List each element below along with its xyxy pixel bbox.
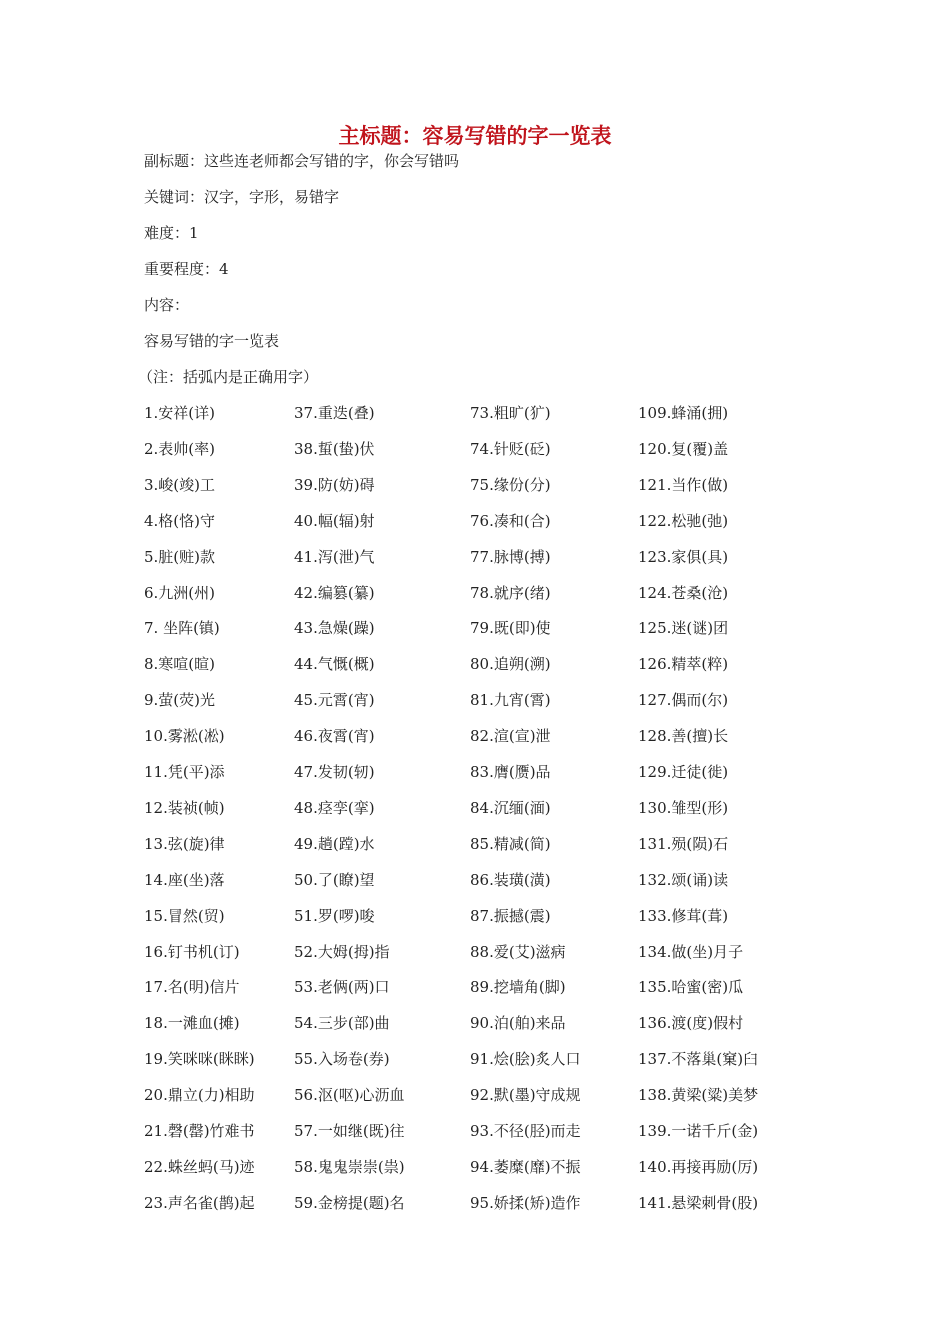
list-item: 55.入场卷(券) <box>294 1050 390 1069</box>
list-item: 82.渲(宣)泄 <box>470 727 551 746</box>
list-item: 14.座(坐)落 <box>144 870 225 889</box>
list-item: 10.雾淞(凇) <box>144 727 225 746</box>
list-item: 84.沉缅(湎) <box>470 798 551 817</box>
list-item: 140.再接再励(厉) <box>638 1157 759 1176</box>
list-item: 87.振撼(震) <box>470 906 551 925</box>
list-item: 38.蜇(蛰)伏 <box>294 439 375 458</box>
list-item: 141.悬梁刺骨(股) <box>638 1193 759 1212</box>
list-item: 109.蜂涌(拥) <box>638 404 729 422</box>
list-item: 16.钉书机(订) <box>144 942 240 961</box>
list-item: 121.当作(做) <box>638 475 729 494</box>
list-item: 2.表帅(率) <box>144 439 216 458</box>
importance: 重要程度：4 <box>144 260 229 278</box>
list-item: 127.偶而(尔) <box>638 691 729 710</box>
list-item: 74.针贬(砭) <box>470 439 551 458</box>
content-label: 内容： <box>144 296 190 314</box>
list-item: 9.萤(荧)光 <box>144 691 216 710</box>
list-item: 44.气慨(概) <box>294 655 375 674</box>
list-item: 47.发韧(轫) <box>294 763 375 781</box>
list-item: 11.凭(平)添 <box>144 763 225 781</box>
list-item: 23.声名雀(鹊)起 <box>144 1193 255 1212</box>
list-item: 81.九宵(霄) <box>470 691 551 710</box>
list-item: 89.挖墙角(脚) <box>470 978 566 997</box>
list-item: 93.不径(胫)而走 <box>470 1122 581 1140</box>
list-item: 20.鼎立(力)相助 <box>144 1086 255 1105</box>
list-item: 137.不落巢(窠)臼 <box>638 1050 759 1069</box>
list-item: 123.家俱(具) <box>638 547 729 566</box>
list-item: 37.重迭(叠) <box>294 404 375 422</box>
list-item: 125.迷(谜)团 <box>638 619 729 638</box>
list-item: 1.安祥(详) <box>144 404 216 422</box>
list-item: 73.粗旷(犷) <box>470 404 551 422</box>
list-item: 13.弦(旋)律 <box>144 834 225 853</box>
list-item: 17.名(明)信片 <box>144 978 240 997</box>
list-item: 15.冒然(贸) <box>144 906 225 925</box>
list-item: 41.泻(泄)气 <box>294 547 375 566</box>
list-item: 5.脏(赃)款 <box>144 547 216 566</box>
list-item: 18.一滩血(摊) <box>144 1014 240 1033</box>
list-item: 42.编篡(纂) <box>294 583 375 602</box>
list-item: 50.了(瞭)望 <box>294 870 375 889</box>
list-item: 43.急燥(躁) <box>294 619 375 638</box>
list-item: 120.复(覆)盖 <box>638 439 729 458</box>
keywords: 关键词：汉字，字形，易错字 <box>144 188 340 206</box>
list-item: 12.装祯(帧) <box>144 798 225 817</box>
list-item: 6.九洲(州) <box>144 583 216 602</box>
list-item: 45.元霄(宵) <box>294 691 375 710</box>
list-item: 80.追朔(溯) <box>470 655 551 674</box>
list-item: 56.沤(呕)心沥血 <box>294 1086 405 1105</box>
list-item: 21.磬(罄)竹难书 <box>144 1122 255 1140</box>
list-item: 49.趟(蹚)水 <box>294 834 375 853</box>
list-item: 8.寒喧(暄) <box>144 655 216 674</box>
list-item: 86.装璜(潢) <box>470 870 551 889</box>
list-title: 容易写错的字一览表 <box>144 332 280 350</box>
list-item: 59.金榜提(题)名 <box>294 1193 405 1212</box>
list-item: 130.雏型(形) <box>638 798 729 817</box>
list-item: 57.一如继(既)往 <box>294 1122 405 1140</box>
list-item: 126.精萃(粹) <box>638 655 729 674</box>
list-item: 52.大姆(拇)指 <box>294 942 390 961</box>
list-item: 54.三步(部)曲 <box>294 1014 390 1033</box>
list-item: 132.颂(诵)读 <box>638 870 729 889</box>
list-item: 91.烩(脍)炙人口 <box>470 1050 581 1069</box>
list-item: 3.峻(竣)工 <box>144 475 216 494</box>
list-item: 88.爱(艾)滋病 <box>470 942 566 961</box>
list-item: 135.哈蜜(密)瓜 <box>638 978 744 997</box>
list-item: 136.渡(度)假村 <box>638 1014 744 1033</box>
list-item: 90.泊(舶)来品 <box>470 1014 566 1033</box>
list-item: 134.做(坐)月子 <box>638 942 744 961</box>
list-item: 94.萎糜(靡)不振 <box>470 1157 581 1176</box>
list-item: 58.鬼鬼崇崇(祟) <box>294 1157 405 1176</box>
note: （注：括弧内是正确用字） <box>138 368 319 386</box>
main-title: 主标题：容易写错的字一览表 <box>338 124 612 148</box>
list-item: 76.凑和(合) <box>470 511 551 530</box>
list-item: 128.善(擅)长 <box>638 727 729 746</box>
list-item: 77.脉博(搏) <box>470 547 551 566</box>
list-item: 78.就序(绪) <box>470 583 551 602</box>
list-item: 138.黄梁(粱)美梦 <box>638 1086 759 1105</box>
list-item: 22.蛛丝蚂(马)迹 <box>144 1157 255 1176</box>
list-item: 79.既(即)使 <box>470 619 551 638</box>
list-item: 95.娇揉(矫)造作 <box>470 1193 581 1212</box>
list-item: 51.罗(啰)唆 <box>294 906 375 925</box>
list-item: 46.夜霄(宵) <box>294 727 375 746</box>
list-item: 39.防(妨)碍 <box>294 475 375 494</box>
list-item: 48.痉孪(挛) <box>294 798 375 817</box>
list-item: 7. 坐阵(镇) <box>144 619 220 638</box>
list-item: 75.缘份(分) <box>470 475 551 494</box>
subtitle: 副标题：这些连老师都会写错的字，你会写错吗 <box>144 152 460 170</box>
list-item: 92.默(墨)守成规 <box>470 1086 581 1105</box>
list-item: 83.膺(赝)品 <box>470 763 551 781</box>
list-item: 133.修茸(葺) <box>638 906 729 925</box>
difficulty: 难度：1 <box>144 224 199 242</box>
list-item: 4.格(恪)守 <box>144 511 216 530</box>
list-item: 131.殒(陨)石 <box>638 834 729 853</box>
list-item: 53.老俩(两)口 <box>294 978 390 997</box>
list-item: 122.松驰(弛) <box>638 511 729 530</box>
list-item: 85.精减(简) <box>470 834 551 853</box>
list-item: 19.笑咪咪(眯眯) <box>144 1050 255 1069</box>
list-item: 124.苍桑(沧) <box>638 583 729 602</box>
list-item: 139.一诺千斤(金) <box>638 1122 759 1140</box>
list-item: 40.幅(辐)射 <box>294 511 375 530</box>
list-item: 129.迁徒(徙) <box>638 763 729 781</box>
